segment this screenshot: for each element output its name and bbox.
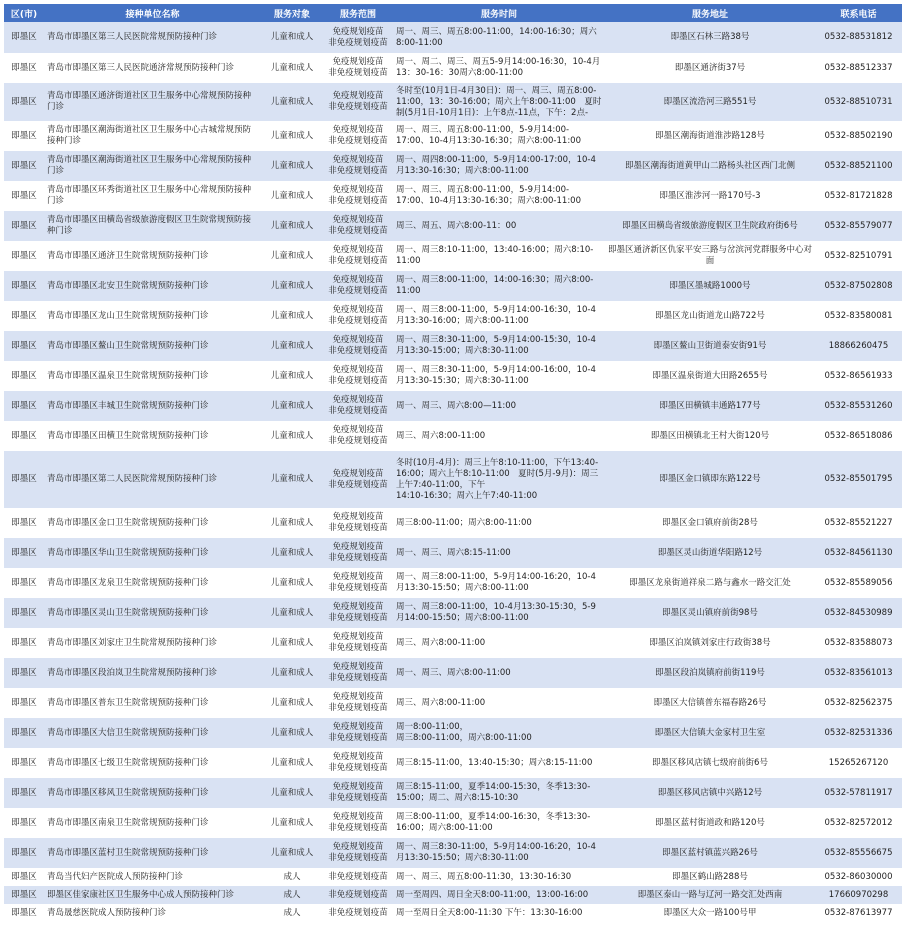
- cell-district: 即墨区: [4, 568, 44, 598]
- header-service-target: 服务对象: [261, 4, 323, 22]
- table-row: [4, 538, 902, 568]
- cell-service-address: 即墨区灵山镇府前街98号: [605, 598, 815, 628]
- cell-clinic-name: 青岛市即墨区蓝村卫生院常规预防接种门诊: [44, 838, 261, 868]
- cell-service-address: 即墨区龙山街道龙山路722号: [605, 301, 815, 331]
- cell-service-address: 即墨区移风店镇七级府前街6号: [605, 748, 815, 778]
- cell-service-time: 周一、周三8:00-11:00，5-9月14:00-16:20，10-4月13:30-15:50；周六8:00-11:00: [393, 568, 605, 598]
- cell-service-address: 即墨区泰山一路与辽河一路交汇处西南: [605, 886, 815, 904]
- table-row: [4, 688, 902, 718]
- cell-district: 即墨区: [4, 331, 44, 361]
- cell-phone: 0532-84530989: [815, 598, 902, 628]
- cell-district: 即墨区: [4, 451, 44, 508]
- cell-phone: 0532-82531336: [815, 718, 902, 748]
- cell-phone: 0532-85501795: [815, 451, 902, 508]
- cell-service-target: 儿童和成人: [261, 838, 323, 868]
- cell-service-scope: 免疫规划疫苗 非免疫规划疫苗: [323, 151, 393, 181]
- cell-service-scope: 免疫规划疫苗 非免疫规划疫苗: [323, 301, 393, 331]
- cell-service-scope: 免疫规划疫苗 非免疫规划疫苗: [323, 538, 393, 568]
- cell-service-scope: 免疫规划疫苗 非免疫规划疫苗: [323, 568, 393, 598]
- cell-clinic-name: 青岛市即墨区大信卫生院常规预防接种门诊: [44, 718, 261, 748]
- cell-service-target: 儿童和成人: [261, 718, 323, 748]
- table-header-row: [4, 4, 902, 22]
- cell-service-target: 成人: [261, 904, 323, 922]
- cell-service-scope: 非免疫规划疫苗: [323, 886, 393, 904]
- cell-phone: 0532-88512337: [815, 53, 902, 83]
- table-row: [4, 748, 902, 778]
- cell-service-address: 即墨区泊岚镇刘家庄行政街38号: [605, 628, 815, 658]
- cell-service-address: 即墨区鹤山路288号: [605, 868, 815, 886]
- cell-service-scope: 免疫规划疫苗 非免疫规划疫苗: [323, 838, 393, 868]
- cell-phone: 0532-88510731: [815, 83, 902, 121]
- table-row: [4, 838, 902, 868]
- table-row: [4, 808, 902, 838]
- cell-district: 即墨区: [4, 508, 44, 538]
- table-row: [4, 241, 902, 271]
- cell-service-scope: 免疫规划疫苗 非免疫规划疫苗: [323, 22, 393, 53]
- cell-district: 即墨区: [4, 271, 44, 301]
- cell-service-time: 周一、周三、周六8:15-11:00: [393, 538, 605, 568]
- cell-district: 即墨区: [4, 868, 44, 886]
- cell-clinic-name: 青岛市即墨区南泉卫生院常规预防接种门诊: [44, 808, 261, 838]
- cell-clinic-name: 青岛市即墨区环秀街道社区卫生服务中心常规预防接种门诊: [44, 181, 261, 211]
- cell-district: 即墨区: [4, 421, 44, 451]
- cell-service-address: 即墨区潮海街道黄甲山二路杨头社区西门北侧: [605, 151, 815, 181]
- cell-service-target: 儿童和成人: [261, 331, 323, 361]
- cell-service-address: 即墨区灵山街道华阳路12号: [605, 538, 815, 568]
- table-row: [4, 421, 902, 451]
- cell-clinic-name: 青岛当代妇产医院成人预防接种门诊: [44, 868, 261, 886]
- cell-service-scope: 免疫规划疫苗 非免疫规划疫苗: [323, 658, 393, 688]
- table-row: [4, 598, 902, 628]
- cell-service-scope: 免疫规划疫苗 非免疫规划疫苗: [323, 121, 393, 151]
- cell-service-target: 儿童和成人: [261, 568, 323, 598]
- cell-service-scope: 非免疫规划疫苗: [323, 904, 393, 922]
- cell-clinic-name: 青岛市即墨区刘家庄卫生院常规预防接种门诊: [44, 628, 261, 658]
- cell-service-time: 周一、周三8:00-11:00，14:00-16:30；周六8:00-11:00: [393, 271, 605, 301]
- cell-service-scope: 免疫规划疫苗 非免疫规划疫苗: [323, 718, 393, 748]
- header-clinic-name: 接种单位名称: [44, 4, 261, 22]
- cell-service-scope: 免疫规划疫苗 非免疫规划疫苗: [323, 748, 393, 778]
- table-row: [4, 886, 902, 904]
- cell-district: 即墨区: [4, 53, 44, 83]
- cell-district: 即墨区: [4, 121, 44, 151]
- cell-service-time: 周一、周三8:00-11:00，5-9月14:00-16:30，10-4月13:30-16:00；周六8:00-11:00: [393, 301, 605, 331]
- cell-clinic-name: 青岛市即墨区华山卫生院常规预防接种门诊: [44, 538, 261, 568]
- cell-service-time: 周一、周三、周六8:00-11:00: [393, 658, 605, 688]
- cell-phone: 0532-85521227: [815, 508, 902, 538]
- cell-service-scope: 免疫规划疫苗 非免疫规划疫苗: [323, 598, 393, 628]
- cell-service-scope: 免疫规划疫苗 非免疫规划疫苗: [323, 83, 393, 121]
- cell-district: 即墨区: [4, 718, 44, 748]
- cell-phone: 15265267120: [815, 748, 902, 778]
- cell-service-address: 即墨区大众一路100号甲: [605, 904, 815, 922]
- cell-phone: 18866260475: [815, 331, 902, 361]
- cell-district: 即墨区: [4, 838, 44, 868]
- cell-service-time: 周一、周三8:10-11:00，13:40-16:00；周六8:10-11:00: [393, 241, 605, 271]
- cell-service-target: 儿童和成人: [261, 211, 323, 241]
- header-phone: 联系电话: [815, 4, 902, 22]
- cell-phone: 0532-85556675: [815, 838, 902, 868]
- cell-phone: 0532-85579077: [815, 211, 902, 241]
- table-row: [4, 451, 902, 508]
- cell-clinic-name: 青岛市即墨区潮海街道社区卫生服务中心常规预防接种门诊: [44, 151, 261, 181]
- cell-phone: 0532-85531260: [815, 391, 902, 421]
- cell-service-scope: 免疫规划疫苗 非免疫规划疫苗: [323, 451, 393, 508]
- cell-service-target: 儿童和成人: [261, 53, 323, 83]
- cell-phone: 0532-87613977: [815, 904, 902, 922]
- cell-service-address: 即墨区石林三路38号: [605, 22, 815, 53]
- header-service-address: 服务地址: [605, 4, 815, 22]
- cell-phone: 0532-83561013: [815, 658, 902, 688]
- cell-service-target: 儿童和成人: [261, 391, 323, 421]
- cell-service-time: 冬时(10月-4月)：周三上午8:10-11:00，下午13:40-16:00；周六上午8:10-11:00 夏时(5月-9月)：周三上午7:40-11:00，下午 14:10-16:30；周六上午7:40-11:00: [393, 451, 605, 508]
- cell-phone: 0532-88521100: [815, 151, 902, 181]
- cell-service-address: 即墨区金口镇即东路122号: [605, 451, 815, 508]
- cell-service-address: 即墨区鳌山卫街道泰安街91号: [605, 331, 815, 361]
- cell-service-scope: 免疫规划疫苗 非免疫规划疫苗: [323, 271, 393, 301]
- cell-district: 即墨区: [4, 688, 44, 718]
- cell-service-time: 周三、周六8:00-11:00: [393, 421, 605, 451]
- cell-service-target: 成人: [261, 868, 323, 886]
- cell-district: 即墨区: [4, 628, 44, 658]
- table-row: [4, 568, 902, 598]
- table-row: [4, 271, 902, 301]
- cell-clinic-name: 青岛市即墨区七级卫生院常规预防接种门诊: [44, 748, 261, 778]
- table-row: [4, 718, 902, 748]
- cell-service-address: 即墨区通济街37号: [605, 53, 815, 83]
- cell-service-time: 冬时至(10月1日-4月30日)：周一、周三、周五8:00-11:00，13：30-16:00；周六上午8:00-11:00 夏时制(5月1日-10月1日)：上午8点-11点，下午：2点-: [393, 83, 605, 121]
- cell-clinic-name: 青岛晟慈医院成人预防接种门诊: [44, 904, 261, 922]
- table-body: [4, 22, 902, 922]
- cell-service-address: 即墨区淮涉河一路170号-3: [605, 181, 815, 211]
- cell-service-target: 儿童和成人: [261, 628, 323, 658]
- cell-clinic-name: 青岛市即墨区田横卫生院常规预防接种门诊: [44, 421, 261, 451]
- cell-service-time: 周一、周四8:00-11:00，5-9月14:00-17:00，10-4月13:30-16:30；周六8:00-11:00: [393, 151, 605, 181]
- cell-service-scope: 免疫规划疫苗 非免疫规划疫苗: [323, 241, 393, 271]
- table-row: [4, 868, 902, 886]
- cell-district: 即墨区: [4, 598, 44, 628]
- cell-service-scope: 非免疫规划疫苗: [323, 868, 393, 886]
- cell-service-target: 儿童和成人: [261, 658, 323, 688]
- table-row: [4, 301, 902, 331]
- cell-phone: 0532-88502190: [815, 121, 902, 151]
- cell-service-time: 周三8:15-11:00，13:40-15:30；周六8:15-11:00: [393, 748, 605, 778]
- cell-clinic-name: 青岛市即墨区龙泉卫生院常规预防接种门诊: [44, 568, 261, 598]
- cell-service-scope: 免疫规划疫苗 非免疫规划疫苗: [323, 211, 393, 241]
- cell-service-address: 即墨区通济新区仇家平安三路与岔滨河党群服务中心对面: [605, 241, 815, 271]
- cell-district: 即墨区: [4, 241, 44, 271]
- cell-clinic-name: 青岛市即墨区段泊岚卫生院常规预防接种门诊: [44, 658, 261, 688]
- cell-service-target: 儿童和成人: [261, 808, 323, 838]
- cell-phone: 17660970298: [815, 886, 902, 904]
- cell-clinic-name: 青岛市即墨区普东卫生院常规预防接种门诊: [44, 688, 261, 718]
- cell-service-time: 周一、周三、周五8:00-11:00，14:00-16:30；周六8:00-11:00: [393, 22, 605, 53]
- cell-phone: 0532-82562375: [815, 688, 902, 718]
- cell-clinic-name: 青岛市即墨区龙山卫生院常规预防接种门诊: [44, 301, 261, 331]
- cell-service-target: 儿童和成人: [261, 361, 323, 391]
- cell-district: 即墨区: [4, 151, 44, 181]
- cell-phone: 0532-86561933: [815, 361, 902, 391]
- cell-service-scope: 免疫规划疫苗 非免疫规划疫苗: [323, 628, 393, 658]
- table-row: [4, 391, 902, 421]
- cell-service-address: 即墨区龙泉街道祥泉二路与鑫水一路交汇处: [605, 568, 815, 598]
- table-row: [4, 508, 902, 538]
- cell-district: 即墨区: [4, 301, 44, 331]
- cell-district: 即墨区: [4, 886, 44, 904]
- cell-district: 即墨区: [4, 83, 44, 121]
- cell-district: 即墨区: [4, 361, 44, 391]
- cell-clinic-name: 青岛市即墨区北安卫生院常规预防接种门诊: [44, 271, 261, 301]
- cell-phone: 0532-85589056: [815, 568, 902, 598]
- cell-service-scope: 免疫规划疫苗 非免疫规划疫苗: [323, 808, 393, 838]
- cell-service-time: 周一、周三、周五8:00-11:00，5-9月14:00-17:00、10-4月13:30-16:30；周六8:00-11:00: [393, 121, 605, 151]
- cell-service-address: 即墨区金口镇府前街28号: [605, 508, 815, 538]
- cell-service-scope: 免疫规划疫苗 非免疫规划疫苗: [323, 361, 393, 391]
- cell-phone: 0532-83580081: [815, 301, 902, 331]
- cell-service-address: 即墨区温泉街道大田路2655号: [605, 361, 815, 391]
- cell-service-time: 周一、周三8:30-11:00，5-9月14:00-15:30，10-4月13:30-15:00；周六8:30-11:00: [393, 331, 605, 361]
- table-row: [4, 658, 902, 688]
- header-service-scope: 服务范围: [323, 4, 393, 22]
- cell-service-target: 儿童和成人: [261, 451, 323, 508]
- table-row: [4, 151, 902, 181]
- cell-service-time: 周一至周日全天8:00-11:30 下午：13:30-16:00: [393, 904, 605, 922]
- cell-service-time: 周三8:00-11:00，夏季14:00-16:30，冬季13:30-16:00；周六8:00-11:00: [393, 808, 605, 838]
- cell-service-time: 周三、周六8:00-11:00: [393, 688, 605, 718]
- cell-service-address: 即墨区田横镇北王村大街120号: [605, 421, 815, 451]
- cell-clinic-name: 青岛市即墨区通济卫生院常规预防接种门诊: [44, 241, 261, 271]
- cell-service-target: 儿童和成人: [261, 778, 323, 808]
- cell-service-scope: 免疫规划疫苗 非免疫规划疫苗: [323, 53, 393, 83]
- cell-district: 即墨区: [4, 778, 44, 808]
- table-row: [4, 53, 902, 83]
- cell-service-time: 周一、周三、周六8:00—11:00: [393, 391, 605, 421]
- cell-service-time: 周三、周六8:00-11:00: [393, 628, 605, 658]
- cell-service-target: 儿童和成人: [261, 181, 323, 211]
- cell-service-scope: 免疫规划疫苗 非免疫规划疫苗: [323, 778, 393, 808]
- cell-service-time: 周一、周二、周三、周五5-9月14:00-16:30，10-4月13：30-16：30周六8:00-11:00: [393, 53, 605, 83]
- cell-service-target: 儿童和成人: [261, 598, 323, 628]
- cell-district: 即墨区: [4, 391, 44, 421]
- cell-service-target: 儿童和成人: [261, 688, 323, 718]
- cell-district: 即墨区: [4, 22, 44, 53]
- cell-service-target: 儿童和成人: [261, 83, 323, 121]
- cell-district: 即墨区: [4, 211, 44, 241]
- cell-service-target: 儿童和成人: [261, 538, 323, 568]
- cell-service-time: 周一至周四、周日全天8:00-11:00，13:00-16:00: [393, 886, 605, 904]
- cell-service-time: 周三8:00-11:00；周六8:00-11:00: [393, 508, 605, 538]
- cell-service-scope: 免疫规划疫苗 非免疫规划疫苗: [323, 688, 393, 718]
- table-row: [4, 211, 902, 241]
- cell-clinic-name: 青岛市即墨区田横岛省级旅游度假区卫生院常规预防接种门诊: [44, 211, 261, 241]
- cell-phone: 0532-83588073: [815, 628, 902, 658]
- table-row: [4, 904, 902, 922]
- cell-clinic-name: 青岛市即墨区通济街道社区卫生服务中心常规预防接种门诊: [44, 83, 261, 121]
- cell-clinic-name: 青岛市即墨区潮海街道社区卫生服务中心古城常规预防接种门诊: [44, 121, 261, 151]
- cell-clinic-name: 青岛市即墨区金口卫生院常规预防接种门诊: [44, 508, 261, 538]
- cell-service-target: 成人: [261, 886, 323, 904]
- cell-district: 即墨区: [4, 748, 44, 778]
- cell-clinic-name: 青岛市即墨区鳌山卫生院常规预防接种门诊: [44, 331, 261, 361]
- header-district: 区(市): [4, 4, 44, 22]
- cell-service-address: 即墨区段泊岚镇府前街119号: [605, 658, 815, 688]
- table-row: [4, 181, 902, 211]
- cell-phone: 0532-86518086: [815, 421, 902, 451]
- cell-service-target: 儿童和成人: [261, 151, 323, 181]
- cell-service-time: 周三8:15-11:00，夏季14:00-15:30，冬季13:30-15:00；周二、周六8:15-10:30: [393, 778, 605, 808]
- table-row: [4, 83, 902, 121]
- cell-district: 即墨区: [4, 658, 44, 688]
- cell-service-address: 即墨区田横镇丰通路177号: [605, 391, 815, 421]
- table-row: [4, 22, 902, 53]
- table-row: [4, 361, 902, 391]
- cell-service-time: 周一、周三8:30-11:00，5-9月14:00-16:00，10-4月13:30-15:30；周六8:30-11:00: [393, 361, 605, 391]
- cell-service-target: 儿童和成人: [261, 421, 323, 451]
- cell-clinic-name: 即墨区佳家康社区卫生服务中心成人预防接种门诊: [44, 886, 261, 904]
- table-row: [4, 778, 902, 808]
- cell-service-target: 儿童和成人: [261, 121, 323, 151]
- header-service-time: 服务时间: [393, 4, 605, 22]
- cell-phone: 0532-88531812: [815, 22, 902, 53]
- cell-phone: 0532-57811917: [815, 778, 902, 808]
- table-row: [4, 628, 902, 658]
- cell-service-time: 周一、周三8:30-11:00，5-9月14:00-16:20，10-4月13:30-15:50；周六8:30-11:00: [393, 838, 605, 868]
- cell-clinic-name: 青岛市即墨区丰城卫生院常规预防接种门诊: [44, 391, 261, 421]
- cell-phone: 0532-81721828: [815, 181, 902, 211]
- cell-service-address: 即墨区流浩河三路551号: [605, 83, 815, 121]
- cell-district: 即墨区: [4, 538, 44, 568]
- cell-service-address: 即墨区蓝村街道政和路120号: [605, 808, 815, 838]
- cell-clinic-name: 青岛市即墨区第二人民医院常规预防接种门诊: [44, 451, 261, 508]
- cell-service-address: 即墨区田横岛省级旅游度假区卫生院政府街6号: [605, 211, 815, 241]
- cell-clinic-name: 青岛市即墨区第三人民医院通济常规预防接种门诊: [44, 53, 261, 83]
- cell-service-address: 即墨区移风店镇中兴路12号: [605, 778, 815, 808]
- cell-service-scope: 免疫规划疫苗 非免疫规划疫苗: [323, 181, 393, 211]
- cell-service-address: 即墨区潮海街道淮涉路128号: [605, 121, 815, 151]
- cell-service-time: 周三、周五、周六8:00-11：00: [393, 211, 605, 241]
- cell-service-time: 周一8:00-11:00， 周三8:00-11:00，周六8:00-11:00: [393, 718, 605, 748]
- cell-district: 即墨区: [4, 808, 44, 838]
- cell-service-scope: 免疫规划疫苗 非免疫规划疫苗: [323, 391, 393, 421]
- cell-phone: 0532-87502808: [815, 271, 902, 301]
- cell-clinic-name: 青岛市即墨区灵山卫生院常规预防接种门诊: [44, 598, 261, 628]
- cell-service-target: 儿童和成人: [261, 301, 323, 331]
- cell-phone: 0532-84561130: [815, 538, 902, 568]
- cell-clinic-name: 青岛市即墨区移风卫生院常规预防接种门诊: [44, 778, 261, 808]
- cell-service-address: 即墨区蓝村镇蓝兴路26号: [605, 838, 815, 868]
- cell-clinic-name: 青岛市即墨区第三人民医院常规预防接种门诊: [44, 22, 261, 53]
- cell-clinic-name: 青岛市即墨区温泉卫生院常规预防接种门诊: [44, 361, 261, 391]
- cell-phone: 0532-82510791: [815, 241, 902, 271]
- cell-district: 即墨区: [4, 904, 44, 922]
- cell-service-address: 即墨区大信镇普东福春路26号: [605, 688, 815, 718]
- table-row: [4, 121, 902, 151]
- cell-district: 即墨区: [4, 181, 44, 211]
- cell-service-scope: 免疫规划疫苗 非免疫规划疫苗: [323, 331, 393, 361]
- cell-phone: 0532-86030000: [815, 868, 902, 886]
- cell-service-scope: 免疫规划疫苗 非免疫规划疫苗: [323, 421, 393, 451]
- vaccination-clinic-table: [4, 4, 902, 922]
- table-row: [4, 331, 902, 361]
- cell-service-scope: 免疫规划疫苗 非免疫规划疫苗: [323, 508, 393, 538]
- cell-service-target: 儿童和成人: [261, 271, 323, 301]
- cell-service-time: 周一、周三8:00-11:00，10-4月13:30-15:30，5-9月14:00-15:50；周六8:00-11:00: [393, 598, 605, 628]
- cell-service-target: 儿童和成人: [261, 508, 323, 538]
- cell-service-address: 即墨区大信镇大金家村卫生室: [605, 718, 815, 748]
- cell-service-time: 周一、周三、周五8:00-11:30，13:30-16:30: [393, 868, 605, 886]
- cell-service-target: 儿童和成人: [261, 748, 323, 778]
- cell-service-address: 即墨区墨城路1000号: [605, 271, 815, 301]
- cell-service-time: 周一、周三、周五8:00-11:00，5-9月14:00-17:00、10-4月13:30-16:30；周六8:00-11:00: [393, 181, 605, 211]
- cell-service-target: 儿童和成人: [261, 241, 323, 271]
- vaccination-table-container: [4, 4, 902, 922]
- cell-phone: 0532-82572012: [815, 808, 902, 838]
- cell-service-target: 儿童和成人: [261, 22, 323, 53]
